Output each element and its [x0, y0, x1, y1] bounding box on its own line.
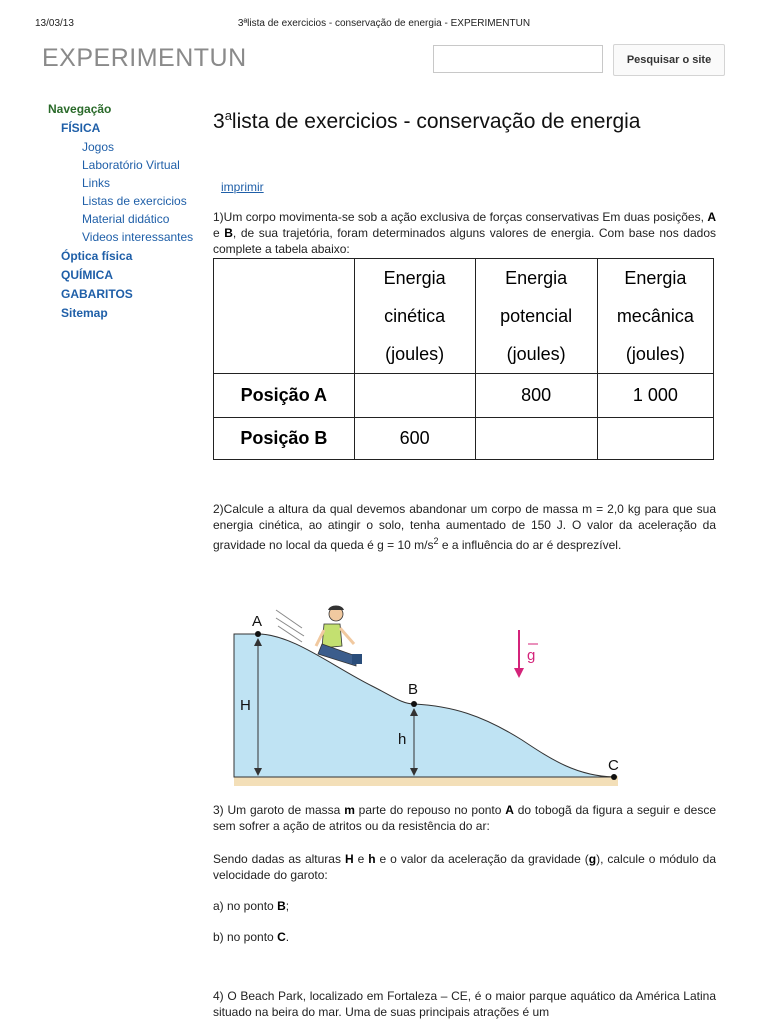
- cell-b-potential: [475, 418, 597, 460]
- boy-figure: [316, 606, 362, 667]
- nav-item-material-didatico[interactable]: Material didático: [82, 212, 170, 226]
- cell-a-potential: 800: [475, 374, 597, 418]
- print-link[interactable]: imprimir: [221, 180, 264, 194]
- header-mechanical: [597, 259, 713, 374]
- search-input[interactable]: [433, 45, 603, 73]
- q3-item-b-point: C: [277, 930, 286, 944]
- q4-text: 4) O Beach Park, localizado em Fortaleza – CE, é o maior parque aquático da América Latina situado na beira do mar. Uma de suas principais atrações é um: [213, 989, 716, 1019]
- nav-item-laboratorio-virtual[interactable]: Laboratório Virtual: [82, 158, 180, 172]
- page-title-ordinal: a: [224, 108, 232, 123]
- row-label-position-a: Posição A: [214, 374, 355, 418]
- question-3-item-a: [213, 898, 716, 914]
- q3-item-a-post: ;: [285, 899, 290, 913]
- q3-gravity: g: [588, 852, 597, 866]
- nav-item-links[interactable]: Links: [82, 176, 111, 190]
- header-kinetic-line1: Energia: [383, 268, 446, 288]
- nav-heading: Navegação: [48, 102, 112, 116]
- q1-text-b: , de sua trajetória, foram determinados alguns valores de energia. Com base nos dados complete a tabela abaixo:: [213, 226, 716, 256]
- q3-instr-b: e o valor da aceleração da gravidade (: [375, 852, 589, 866]
- table-row: [214, 418, 714, 460]
- question-3-instruction: [213, 851, 716, 883]
- header-potential-line3: (joules): [506, 344, 566, 364]
- q3-item-a-point: B: [277, 899, 286, 913]
- label-b: B: [408, 681, 419, 698]
- q3-instr-c: ), calcule o módulo da velocidade do garoto:: [213, 852, 717, 882]
- q1-connector: e: [213, 226, 225, 240]
- label-h: h: [398, 731, 407, 748]
- table-corner-cell: [214, 259, 355, 374]
- point-a-marker: [255, 631, 261, 637]
- q1-point-b: B: [224, 226, 233, 240]
- question-2-text: [213, 501, 716, 553]
- header-mechanical-line2: mecânica: [616, 306, 694, 326]
- header-mechanical-line1: Energia: [624, 268, 687, 288]
- print-date: 13/03/13: [35, 18, 74, 29]
- q3-item-b-post: .: [285, 930, 290, 944]
- q1-point-a: A: [707, 210, 716, 224]
- toboggan-figure: [232, 600, 622, 792]
- print-header: [0, 18, 768, 32]
- nav-item-quimica[interactable]: QUÍMICA: [61, 268, 113, 282]
- nav-item-jogos[interactable]: Jogos: [82, 140, 115, 154]
- sidebar-navigation: [48, 102, 200, 325]
- q2-text-a: 2)Calcule a altura da qual devemos abandonar um corpo de massa m = 2,0 kg para que sua energia cinética, ao atingir o solo, tenha aumentado de 150 J. O valor da aceleração da gravidade no local da queda é g = 10 m/s: [213, 502, 716, 552]
- q3-height-H: H: [344, 852, 354, 866]
- nav-item-gabaritos[interactable]: GABARITOS: [61, 287, 133, 301]
- label-a: A: [252, 613, 263, 630]
- page-title: [213, 108, 640, 134]
- table-row: [214, 374, 714, 418]
- label-g: g: [527, 647, 536, 664]
- motion-lines: [276, 610, 304, 642]
- q1-text-a: 1)Um corpo movimenta-se sob a ação exclusiva de forças conservativas Em duas posições,: [213, 210, 708, 224]
- energy-table: [213, 258, 714, 460]
- header-potential-line2: potencial: [500, 306, 573, 326]
- cell-a-mechanical: 1 000: [597, 374, 713, 418]
- table-header-row: [214, 259, 714, 374]
- question-3-item-b: [213, 929, 716, 945]
- site-title[interactable]: EXPERIMENTUN: [42, 44, 247, 72]
- q3-item-b-pre: b) no ponto: [213, 930, 278, 944]
- nav-item-listas-de-exercicios[interactable]: Listas de exercicios: [82, 194, 187, 208]
- question-4-text: [213, 988, 716, 1020]
- q3-text-c: do tobogã da figura a seguir e desce sem sofrer a ação de atritos ou da resistência do ar:: [213, 803, 717, 833]
- page-title-text: lista de exercicios - conservação de energia: [231, 110, 641, 133]
- q3-text-b: parte do repouso no ponto: [354, 803, 506, 817]
- q3-mass: m: [344, 803, 355, 817]
- cell-a-kinetic: [354, 374, 475, 418]
- print-page-title: 3ªlista de exercicios - conservação de energia - EXPERIMENTUN: [237, 18, 531, 29]
- cell-b-mechanical: [597, 418, 713, 460]
- nav-item-sitemap[interactable]: Sitemap: [61, 306, 108, 320]
- header-kinetic: [354, 259, 475, 374]
- q2-exponent: 2: [433, 536, 439, 546]
- header-mechanical-line3: (joules): [625, 344, 685, 364]
- q3-instr-a: Sendo dadas as alturas: [213, 852, 345, 866]
- label-H: H: [240, 697, 251, 714]
- q3-point-a: A: [505, 803, 514, 817]
- q3-height-h: h: [368, 852, 376, 866]
- nav-item-fisica[interactable]: FÍSICA: [61, 121, 101, 135]
- q2-text-b: e a influência do ar é desprezível.: [438, 538, 622, 552]
- q3-text-a: 3) Um garoto de massa: [213, 803, 345, 817]
- header-potential-line1: Energia: [505, 268, 568, 288]
- page-title-number: 3: [213, 110, 225, 133]
- point-c-marker: [611, 774, 617, 780]
- label-c: C: [608, 757, 619, 774]
- nav-item-videos-interessantes[interactable]: Videos interessantes: [82, 230, 194, 244]
- slide-body: [234, 634, 614, 777]
- point-b-marker: [411, 701, 417, 707]
- question-3-text: [213, 802, 716, 834]
- row-label-position-b: Posição B: [214, 418, 355, 460]
- header-kinetic-line2: cinética: [384, 306, 446, 326]
- gravity-vector-arrowhead: [514, 668, 524, 678]
- q3-item-a-pre: a) no ponto: [213, 899, 278, 913]
- header-kinetic-line3: (joules): [385, 344, 445, 364]
- question-1-text: [213, 209, 716, 257]
- cell-b-kinetic: 600: [354, 418, 475, 460]
- nav-item-optica-fisica[interactable]: Óptica física: [61, 249, 133, 263]
- q3-instr-connector: e: [353, 852, 369, 866]
- search-button[interactable]: Pesquisar o site: [613, 44, 725, 76]
- header-potential: [475, 259, 597, 374]
